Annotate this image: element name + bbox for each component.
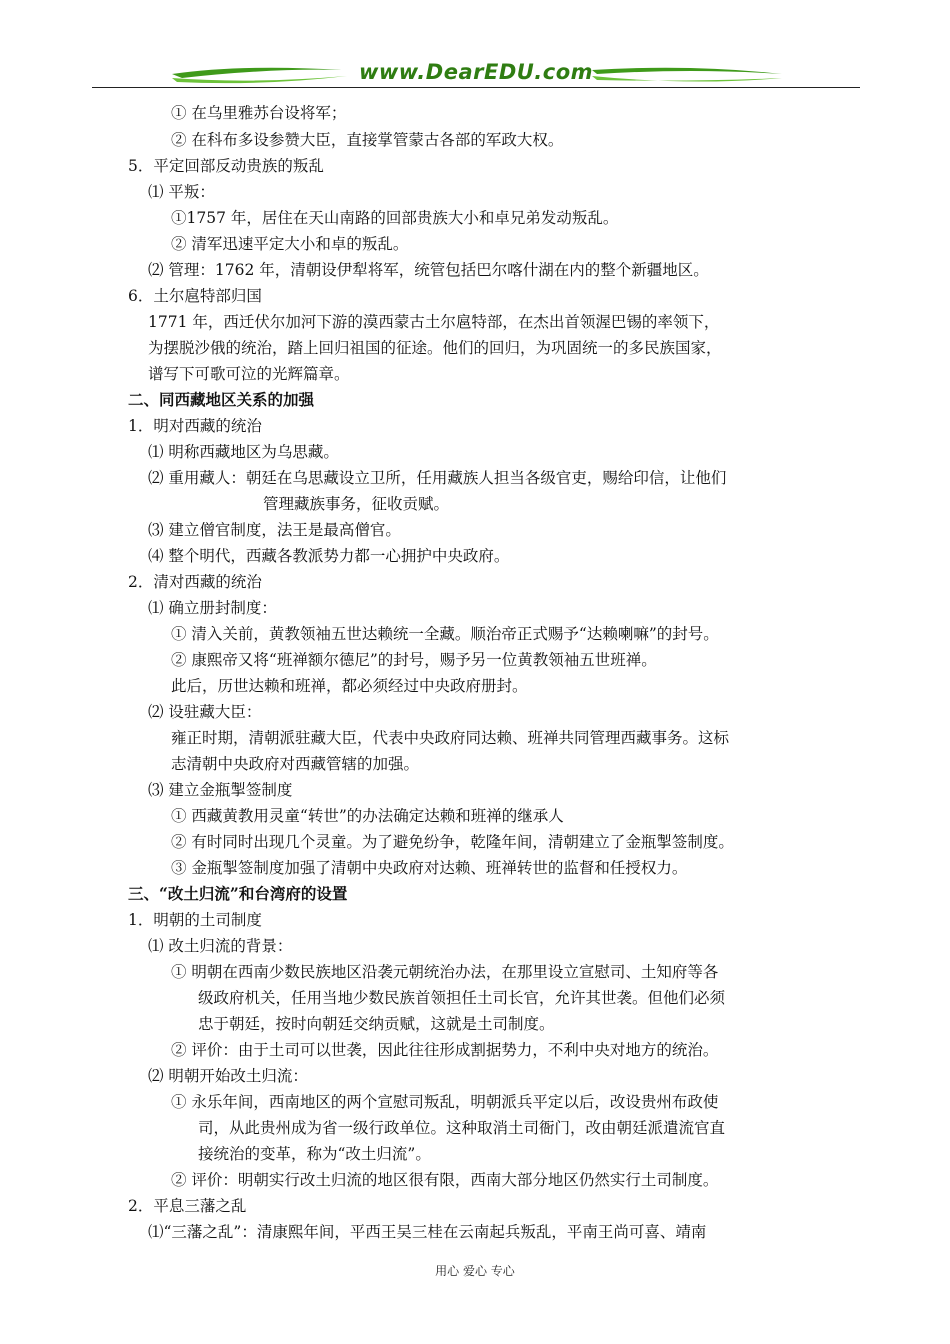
text-line: 谱写下可歌可泣的光辉篇章。 — [148, 365, 350, 383]
text-line: ⑵ 设驻藏大臣： — [148, 703, 262, 721]
text-line: ② 有时同时出现几个灵童。为了避免纷争，乾隆年间，清朝建立了金瓶掣签制度。 — [171, 833, 734, 851]
text-line: 1．明对西藏的统治 — [128, 417, 262, 435]
text-line: ⑵ 管理：1762 年，清朝设伊犁将军，统管包括巴尔喀什湖在内的整个新疆地区。 — [148, 261, 709, 279]
text-line: ② 评价：由于土司可以世袭，因此往往形成割据势力，不利中央对地方的统治。 — [171, 1041, 719, 1059]
text-line: 级政府机关，任用当地少数民族首领担任土司长官，允许其世袭。但他们必须 — [198, 989, 726, 1007]
text-line: 接统治的变革，称为“改土归流”。 — [198, 1145, 431, 1163]
text-line: ⑴ 明称西藏地区为乌思藏。 — [148, 443, 339, 461]
text-line: 5．平定回部反动贵族的叛乱 — [128, 157, 324, 175]
footer-text: 用心 爱心 专心 — [435, 1264, 515, 1278]
text-line: 司，从此贵州成为省一级行政单位。这种取消土司衙门，改由朝廷派遣流官直 — [198, 1119, 726, 1137]
text-line: ⑶ 建立僧官制度，法王是最高僧官。 — [148, 521, 401, 539]
text-line: 1771 年，西迁伏尔加河下游的漠西蒙古土尔扈特部，在杰出首领渥巴锡的率领下， — [148, 313, 720, 331]
site-brand: www.DearEDU.com — [358, 60, 594, 84]
text-line: ① 明朝在西南少数民族地区沿袭元朝统治办法，在那里设立宣慰司、土知府等各 — [171, 963, 719, 981]
text-line: 2．平息三藩之乱 — [128, 1197, 247, 1215]
text-line: ⑴ 改土归流的背景： — [148, 937, 293, 955]
text-line: ② 评价：明朝实行改土归流的地区很有限，西南大部分地区仍然实行土司制度。 — [171, 1171, 719, 1189]
text-line: 雍正时期，清朝派驻藏大臣，代表中央政府同达赖、班禅共同管理西藏事务。这标 — [171, 729, 730, 747]
text-line: 志清朝中央政府对西藏管辖的加强。 — [171, 755, 420, 773]
text-line: ⑴ 确立册封制度： — [148, 599, 277, 617]
text-line: 此后，历世达赖和班禅，都必须经过中央政府册封。 — [171, 677, 528, 695]
text-line: ① 在乌里雅苏台设将军； — [171, 104, 347, 122]
text-line: ① 永乐年间，西南地区的两个宣慰司叛乱，明朝派兵平定以后，改设贵州布政使 — [171, 1093, 719, 1111]
section-heading: 三、“改土归流”和台湾府的设置 — [128, 884, 348, 903]
text-line: ⑴“三藩之乱”：清康熙年间，平西王吴三桂在云南起兵叛乱，平南王尚可喜、靖南 — [148, 1223, 707, 1241]
text-line: ① 清入关前，黄教领袖五世达赖统一全藏。顺治帝正式赐予“达赖喇嘛”的封号。 — [171, 625, 719, 643]
text-line: 6．土尔扈特部归国 — [128, 287, 262, 305]
text-line: 为摆脱沙俄的统治，踏上回归祖国的征途。他们的回归，为巩固统一的多民族国家， — [148, 339, 722, 357]
text-line: 忠于朝廷，按时向朝廷交纳贡赋，这就是土司制度。 — [198, 1015, 555, 1033]
text-line: ①1757 年，居住在天山南路的回部贵族大小和卓兄弟发动叛乱。 — [171, 209, 619, 227]
text-line: ⑷ 整个明代，西藏各教派势力都一心拥护中央政府。 — [148, 547, 510, 565]
text-line: ⑵ 重用藏人：朝廷在乌思藏设立卫所，任用藏族人担当各级官吏，赐给印信，让他们 — [148, 469, 727, 487]
text-line: ⑵ 明朝开始改土归流： — [148, 1067, 308, 1085]
text-line: ② 清军迅速平定大小和卓的叛乱。 — [171, 235, 409, 253]
header-rule — [92, 87, 860, 88]
text-line: ③ 金瓶掣签制度加强了清朝中央政府对达赖、班禅转世的监督和任授权力。 — [171, 859, 688, 877]
text-line: 1．明朝的土司制度 — [128, 911, 262, 929]
text-line: ⑴ 平叛： — [148, 183, 215, 201]
text-line: ② 在科布多设参赞大臣，直接掌管蒙古各部的军政大权。 — [171, 131, 564, 149]
text-line: ⑶ 建立金瓶掣签制度 — [148, 781, 293, 799]
text-line: 管理藏族事务，征收贡赋。 — [263, 495, 450, 513]
text-line: 2．清对西藏的统治 — [128, 573, 262, 591]
section-heading: 二、同西藏地区关系的加强 — [128, 390, 315, 409]
text-line: ② 康熙帝又将“班禅额尔德尼”的封号，赐予另一位黄教领袖五世班禅。 — [171, 651, 657, 669]
text-line: ① 西藏黄教用灵童“转世”的办法确定达赖和班禅的继承人 — [171, 807, 564, 825]
